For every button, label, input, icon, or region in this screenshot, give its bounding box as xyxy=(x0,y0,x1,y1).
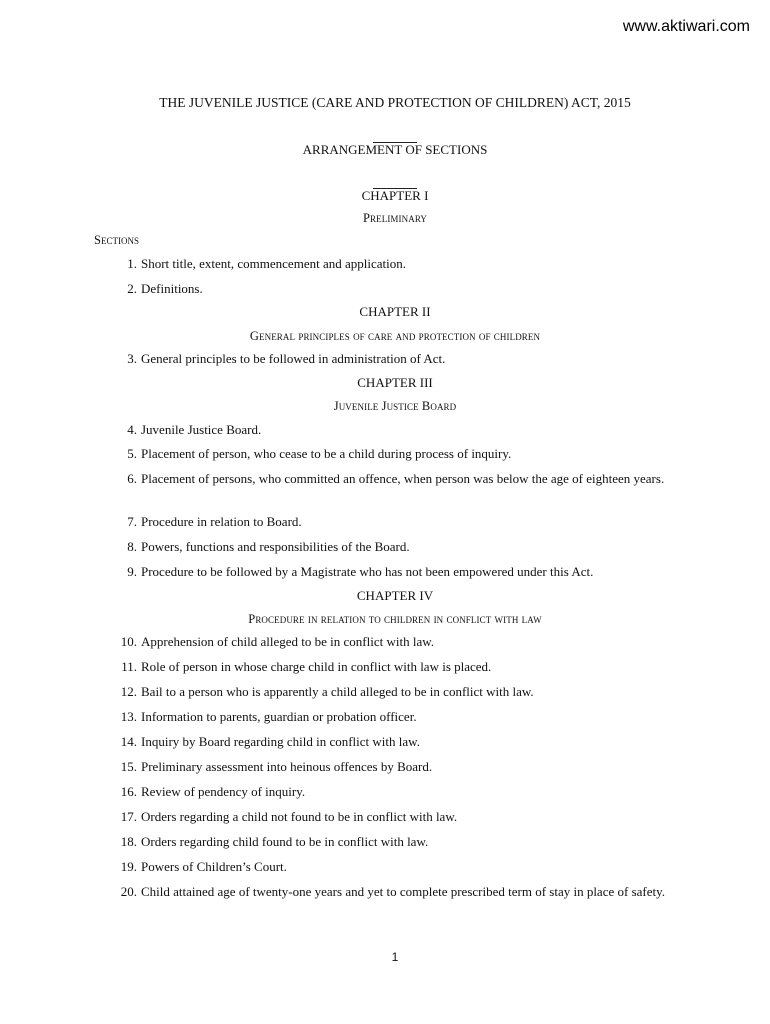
list-item xyxy=(108,255,700,272)
section-title: Powers of Children’s Court. xyxy=(141,859,287,874)
list-item xyxy=(108,783,700,800)
section-title: General principles to be followed in administration of Act. xyxy=(141,351,446,366)
sections-label: Sections xyxy=(94,233,139,247)
section-number: 14. xyxy=(120,734,137,749)
list-item xyxy=(108,633,700,650)
chapter-subtitle: Juvenile Justice Board xyxy=(333,399,457,413)
section-title: Short title, extent, commencement and application. xyxy=(141,256,406,271)
section-number: 7. xyxy=(127,514,137,529)
section-title: Definitions. xyxy=(141,281,203,296)
list-item xyxy=(108,758,700,775)
list-item xyxy=(108,883,700,900)
arrangement-heading: ARRANGEMENT OF SECTIONS xyxy=(302,142,488,157)
section-title: Child attained age of twenty-one years and yet to complete prescribed term of stay in place of safety. xyxy=(141,884,666,899)
watermark-url: www.aktiwari.com xyxy=(622,18,750,35)
chapter-heading: CHAPTER I xyxy=(361,188,429,203)
list-item xyxy=(108,658,700,675)
section-title: Juvenile Justice Board. xyxy=(141,422,262,437)
section-number: 20. xyxy=(120,884,137,899)
section-number: 8. xyxy=(127,539,137,554)
section-title: Placement of person, who cease to be a child during process of inquiry. xyxy=(141,446,512,461)
list-item xyxy=(108,421,700,438)
section-number: 11. xyxy=(121,659,137,674)
section-number: 18. xyxy=(120,834,137,849)
section-title: Procedure to be followed by a Magistrate who has not been empowered under this Act. xyxy=(141,564,594,579)
chapter-subtitle: Procedure in relation to children in conflict with law xyxy=(248,612,542,626)
chapter-subtitle: Preliminary xyxy=(362,211,428,225)
section-number: 10. xyxy=(120,634,137,649)
section-number: 16. xyxy=(120,784,137,799)
section-title: Powers, functions and responsibilities of the Board. xyxy=(141,539,410,554)
section-title: Placement of persons, who committed an offence, when person was below the age of eighteen years. xyxy=(141,471,665,486)
section-title: Role of person in whose charge child in conflict with law is placed. xyxy=(141,659,492,674)
section-title: Apprehension of child alleged to be in conflict with law. xyxy=(141,634,435,649)
section-title: Inquiry by Board regarding child in conflict with law. xyxy=(141,734,420,749)
section-number: 4. xyxy=(127,422,137,437)
section-title: Orders regarding a child not found to be in conflict with law. xyxy=(141,809,458,824)
chapter-subtitle: General principles of care and protection of children xyxy=(249,329,541,343)
page-number: 1 xyxy=(391,950,399,964)
list-item xyxy=(108,350,700,367)
list-item xyxy=(108,470,700,487)
list-item xyxy=(108,733,700,750)
section-number: 19. xyxy=(120,859,137,874)
section-number: 2. xyxy=(127,281,137,296)
list-item xyxy=(108,808,700,825)
section-number: 3. xyxy=(127,351,137,366)
section-number: 12. xyxy=(120,684,137,699)
chapter-heading: CHAPTER IV xyxy=(356,588,434,603)
list-item xyxy=(108,683,700,700)
section-number: 13. xyxy=(120,709,137,724)
list-item xyxy=(108,513,700,530)
section-title: Review of pendency of inquiry. xyxy=(141,784,306,799)
section-title: Information to parents, guardian or probation officer. xyxy=(141,709,417,724)
section-title: Procedure in relation to Board. xyxy=(141,514,302,529)
list-item xyxy=(108,445,700,462)
section-number: 5. xyxy=(127,446,137,461)
section-number: 6. xyxy=(127,471,137,486)
list-item xyxy=(108,538,700,555)
list-item xyxy=(108,280,700,297)
list-item xyxy=(108,858,700,875)
list-item xyxy=(108,708,700,725)
list-item xyxy=(108,563,700,580)
section-number: 15. xyxy=(120,759,137,774)
section-number: 9. xyxy=(127,564,137,579)
list-item xyxy=(108,833,700,850)
section-number: 1. xyxy=(127,256,137,271)
chapter-heading: CHAPTER III xyxy=(357,375,433,390)
section-title: Preliminary assessment into heinous offences by Board. xyxy=(141,759,433,774)
act-title: THE JUVENILE JUSTICE (CARE AND PROTECTION OF CHILDREN) ACT, 2015 xyxy=(159,95,631,110)
section-title: Bail to a person who is apparently a child alleged to be in conflict with law. xyxy=(141,684,534,699)
chapter-heading: CHAPTER II xyxy=(359,304,431,319)
section-number: 17. xyxy=(120,809,137,824)
section-title: Orders regarding child found to be in conflict with law. xyxy=(141,834,429,849)
